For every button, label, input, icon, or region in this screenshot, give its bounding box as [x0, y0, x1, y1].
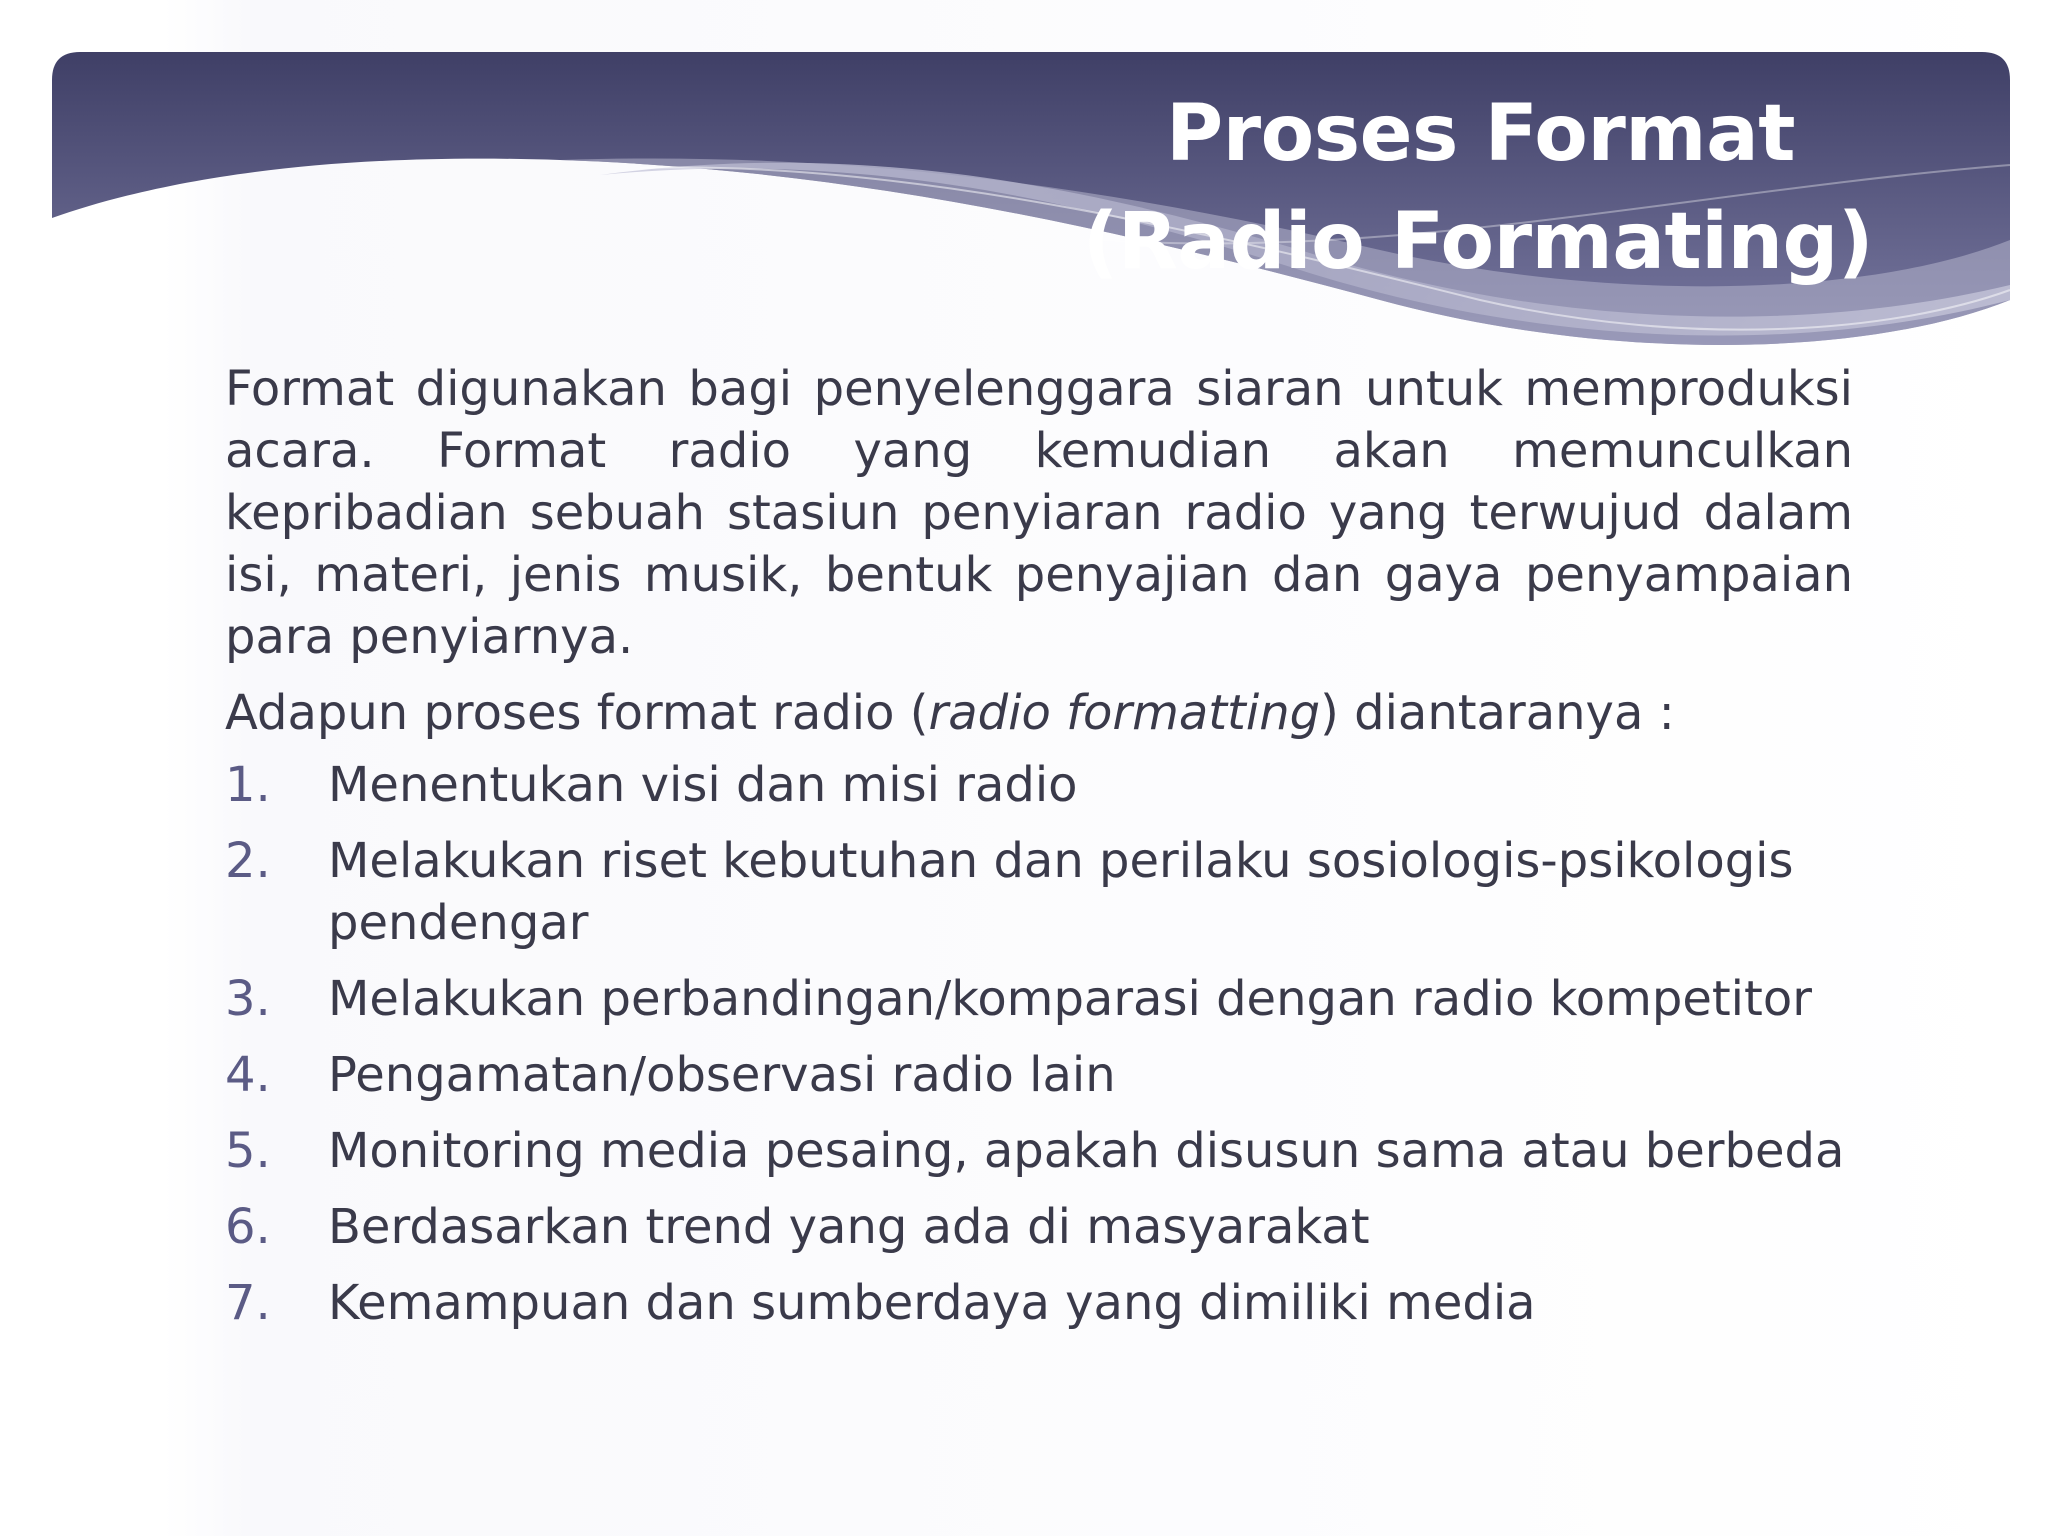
list-item [225, 1272, 1853, 1334]
lead-text-end: ) diantaranya : [1320, 685, 1675, 741]
list-item [225, 830, 1853, 954]
lead-text-start: Adapun proses format radio ( [225, 685, 929, 741]
list-number: 3. [225, 971, 271, 1027]
lead-text-italic: radio formatting [928, 685, 1321, 741]
intro-paragraph: Format digunakan bagi penyelenggara siaran untuk memproduksi acara. Format radio yang kemudian akan memunculkan kepribadian sebuah stasiun penyiaran radio yang terwujud dalam isi, materi, jenis musik, bentuk penyajian dan gaya penyampaian para penyiarnya. [225, 361, 1853, 665]
title-line-2: (Radio Formating) [1082, 197, 1873, 287]
list-text: Monitoring media pesaing, apakah disusun sama atau berbeda [328, 1123, 1845, 1179]
list-number: 7. [225, 1275, 271, 1331]
slide-body [225, 358, 1853, 1348]
list-text: Melakukan riset kebutuhan dan perilaku sosiologis-psikologis pendengar [328, 833, 1794, 951]
steps-list [225, 754, 1853, 1334]
list-item [225, 754, 1853, 816]
slide-title [873, 80, 1873, 296]
list-item [225, 1120, 1853, 1182]
list-item [225, 968, 1853, 1030]
title-line-1: Proses Format [1165, 89, 1795, 179]
list-number: 1. [225, 757, 271, 813]
list-text: Pengamatan/observasi radio lain [328, 1047, 1116, 1103]
list-number: 6. [225, 1199, 271, 1255]
list-item [225, 1196, 1853, 1258]
list-number: 4. [225, 1047, 271, 1103]
list-text: Menentukan visi dan misi radio [328, 757, 1078, 813]
list-item [225, 1044, 1853, 1106]
list-text: Berdasarkan trend yang ada di masyarakat [328, 1199, 1370, 1255]
lead-sentence [225, 682, 1853, 744]
list-number: 5. [225, 1123, 271, 1179]
list-text: Kemampuan dan sumberdaya yang dimiliki media [328, 1275, 1536, 1331]
list-text: Melakukan perbandingan/komparasi dengan radio kompetitor [328, 971, 1812, 1027]
list-number: 2. [225, 833, 271, 889]
